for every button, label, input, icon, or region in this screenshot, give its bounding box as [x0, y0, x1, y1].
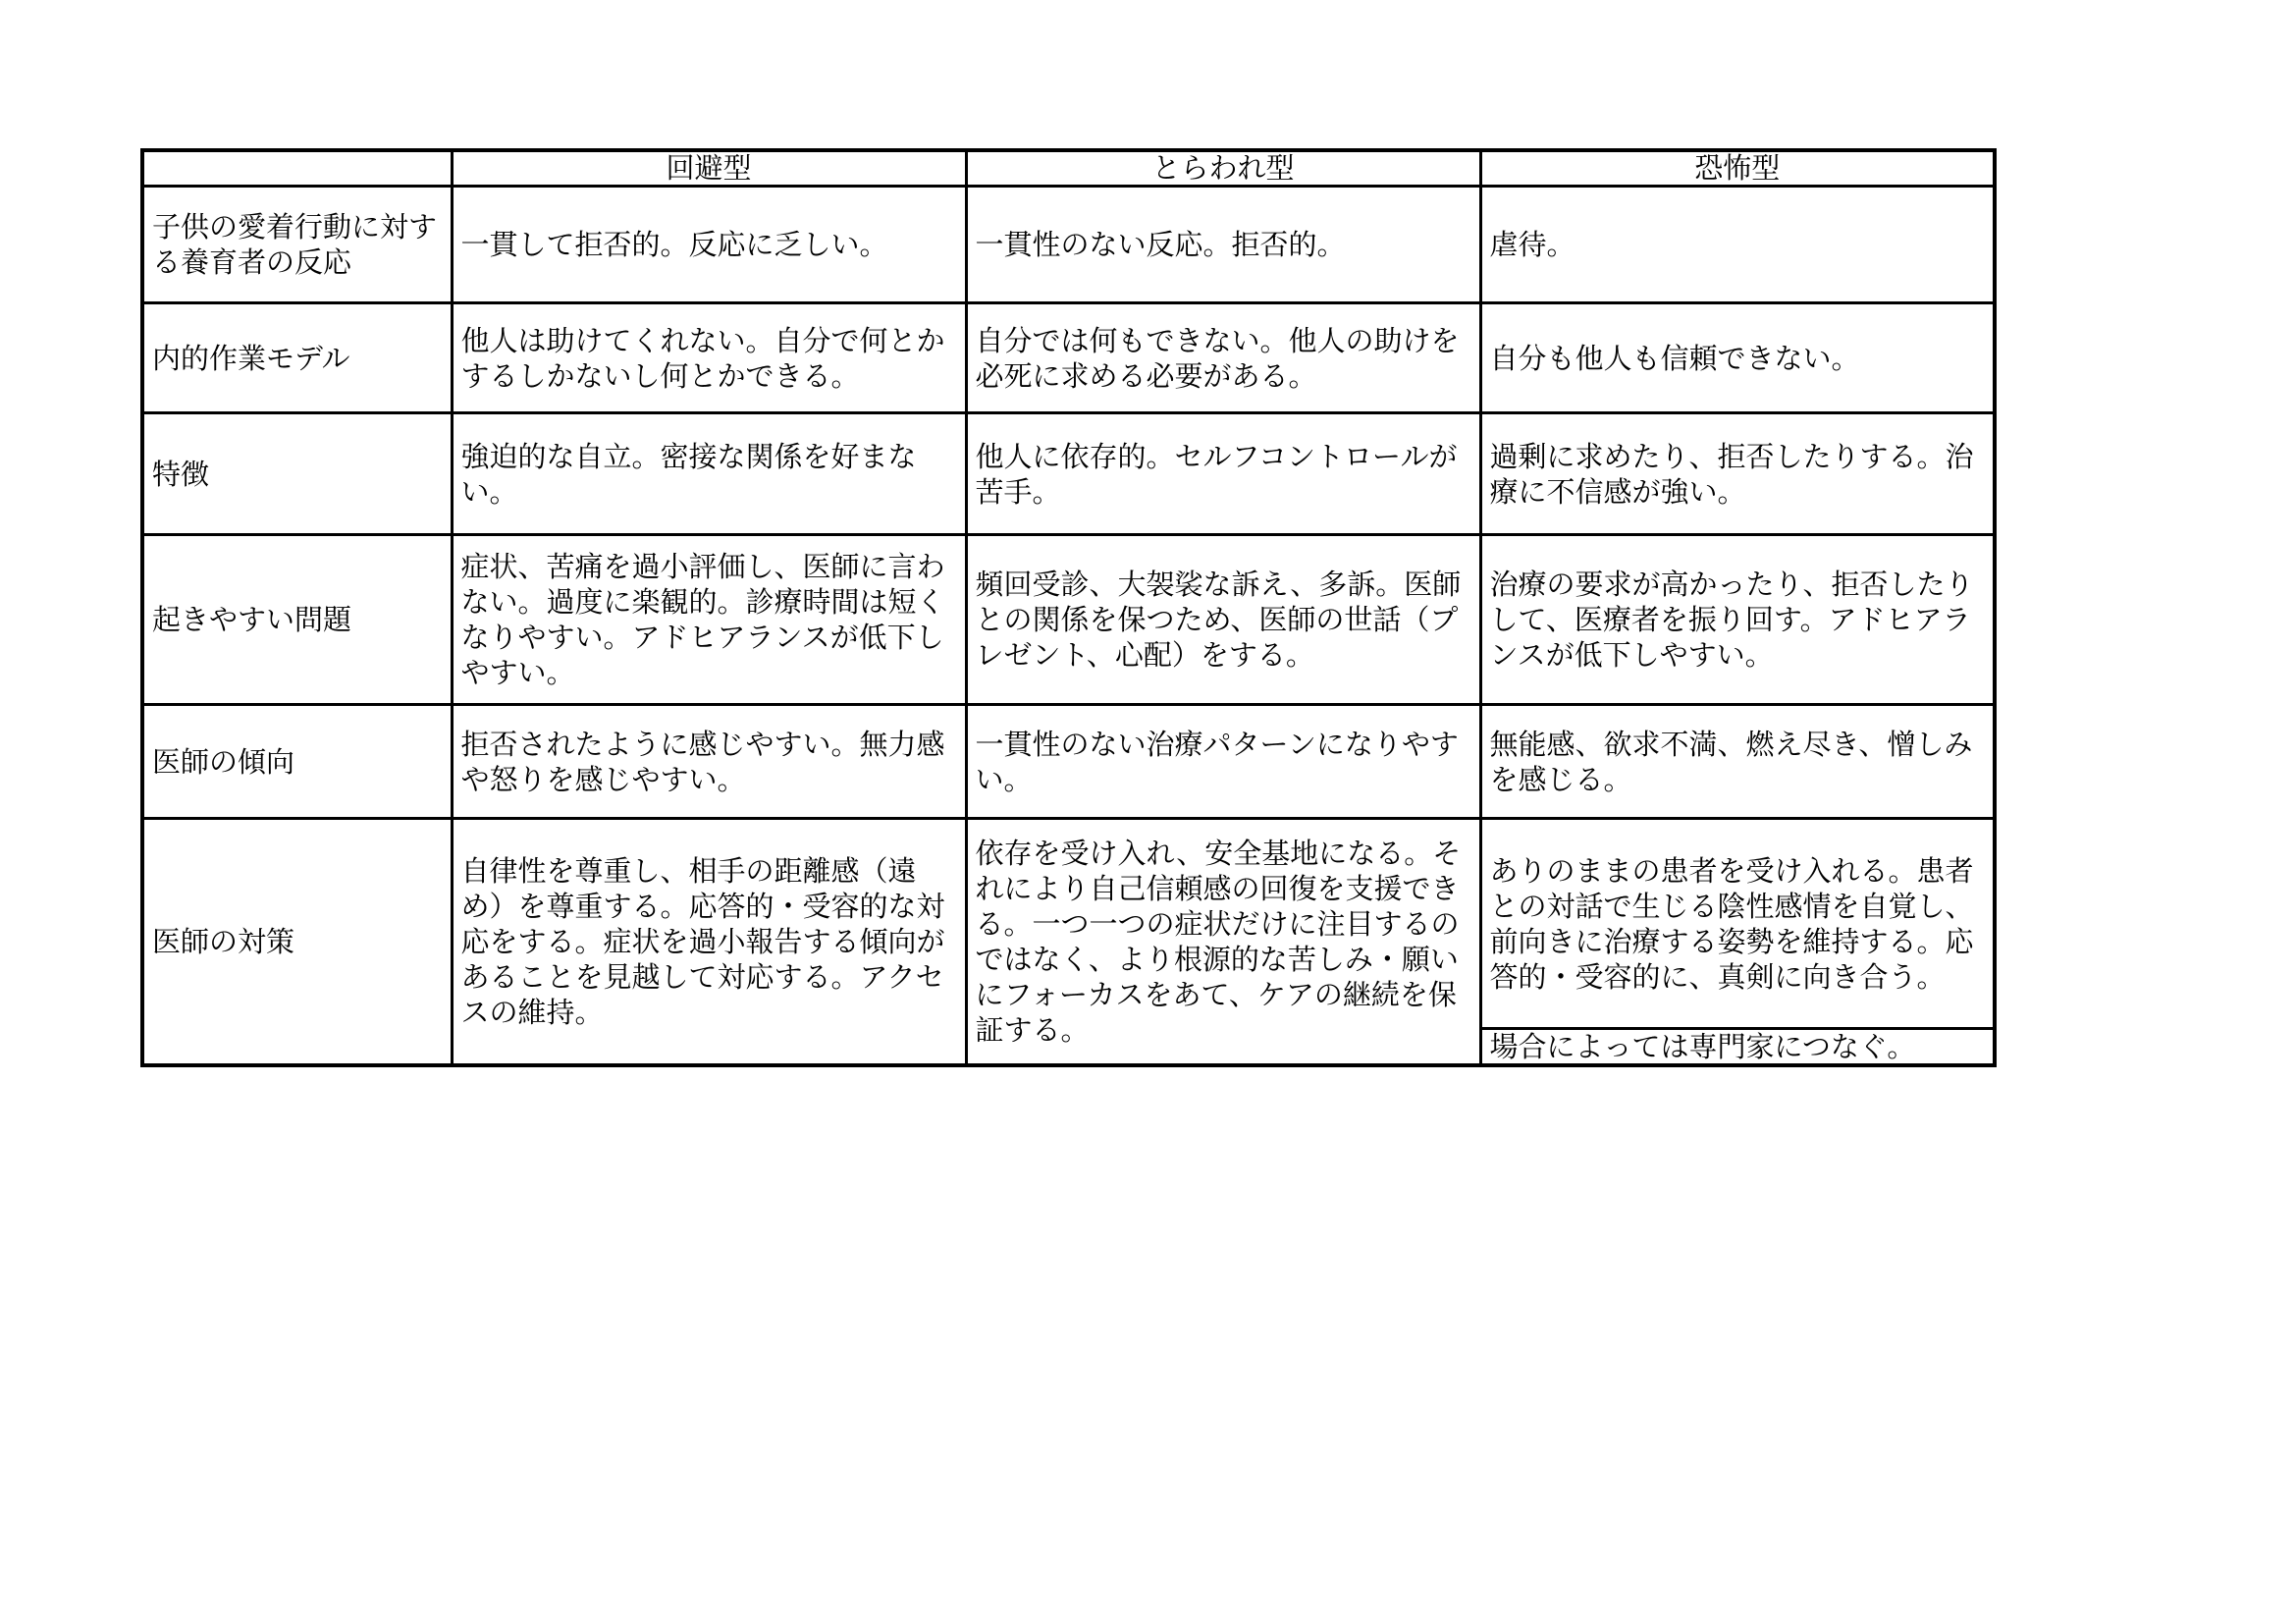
header-fearful: 恐怖型 [1480, 150, 1995, 187]
cell-avoidant: 拒否されたように感じやすい。無力感や怒りを感じやすい。 [452, 705, 966, 819]
cell-fearful: 無能感、欲求不満、燃え尽き、憎しみを感じる。 [1480, 705, 1995, 819]
table-row [142, 819, 1995, 1066]
row-label: 起きやすい問題 [142, 535, 452, 705]
cell-fearful: 治療の要求が高かったり、拒否したりして、医療者を振り回す。アドヒアランスが低下しやすい。 [1480, 535, 1995, 705]
row-label: 医師の傾向 [142, 705, 452, 819]
cell-avoidant: 他人は助けてくれない。自分で何とかするしかないし何とかできる。 [452, 303, 966, 413]
table-row [142, 187, 1995, 303]
header-corner-cell [142, 150, 452, 187]
header-preoccupied: とらわれ型 [966, 150, 1480, 187]
cell-avoidant: 自律性を尊重し、相手の距離感（遠め）を尊重する。応答的・受容的な対応をする。症状を過小報告する傾向があることを見越して対応する。アクセスの維持。 [452, 819, 966, 1066]
cell-avoidant: 症状、苦痛を過小評価し、医師に言わない。過度に楽観的。診療時間は短くなりやすい。アドヒアランスが低下しやすい。 [452, 535, 966, 705]
cell-fearful-extra: 場合によっては専門家につなぐ。 [1489, 1030, 1916, 1063]
header-row [142, 150, 1995, 187]
row-label: 特徴 [142, 413, 452, 535]
cell-preoccupied: 一貫性のない反応。拒否的。 [966, 187, 1480, 303]
row-label: 内的作業モデル [142, 303, 452, 413]
cell-fearful-text: ありのままの患者を受け入れる。患者との対話で生じる陰性感情を自覚し、前向きに治療する姿勢を維持する。応答的・受容的に、真剣に向き合う。 [1489, 853, 1974, 994]
table-row [142, 705, 1995, 819]
split-container [1482, 820, 1994, 1063]
table-row [142, 303, 1995, 413]
cell-fearful: 虐待。 [1480, 187, 1995, 303]
attachment-style-table [140, 148, 1997, 1067]
cell-fearful: 過剰に求めたり、拒否したりする。治療に不信感が強い。 [1480, 413, 1995, 535]
cell-preoccupied: 頻回受診、大袈裟な訴え、多訴。医師との関係を保つため、医師の世話（プレゼント、心配）をする。 [966, 535, 1480, 705]
cell-fearful [1482, 820, 1994, 1030]
header-avoidant: 回避型 [452, 150, 966, 187]
table-row [142, 413, 1995, 535]
cell-preoccupied: 自分では何もできない。他人の助けを必死に求める必要がある。 [966, 303, 1480, 413]
row-label: 医師の対策 [142, 819, 452, 1066]
row-label: 子供の愛着行動に対する養育者の反応 [142, 187, 452, 303]
cell-fearful-split [1480, 819, 1995, 1066]
table-row [142, 535, 1995, 705]
cell-preoccupied: 一貫性のない治療パターンになりやすい。 [966, 705, 1480, 819]
cell-preoccupied: 他人に依存的。セルフコントロールが苦手。 [966, 413, 1480, 535]
cell-avoidant: 強迫的な自立。密接な関係を好まない。 [452, 413, 966, 535]
cell-fearful: 自分も他人も信頼できない。 [1480, 303, 1995, 413]
cell-avoidant: 一貫して拒否的。反応に乏しい。 [452, 187, 966, 303]
cell-preoccupied: 依存を受け入れ、安全基地になる。それにより自己信頼感の回復を支援できる。一つ一つの症状だけに注目するのではなく、より根源的な苦しみ・願いにフォーカスをあて、ケアの継続を保証する。 [966, 819, 1480, 1066]
